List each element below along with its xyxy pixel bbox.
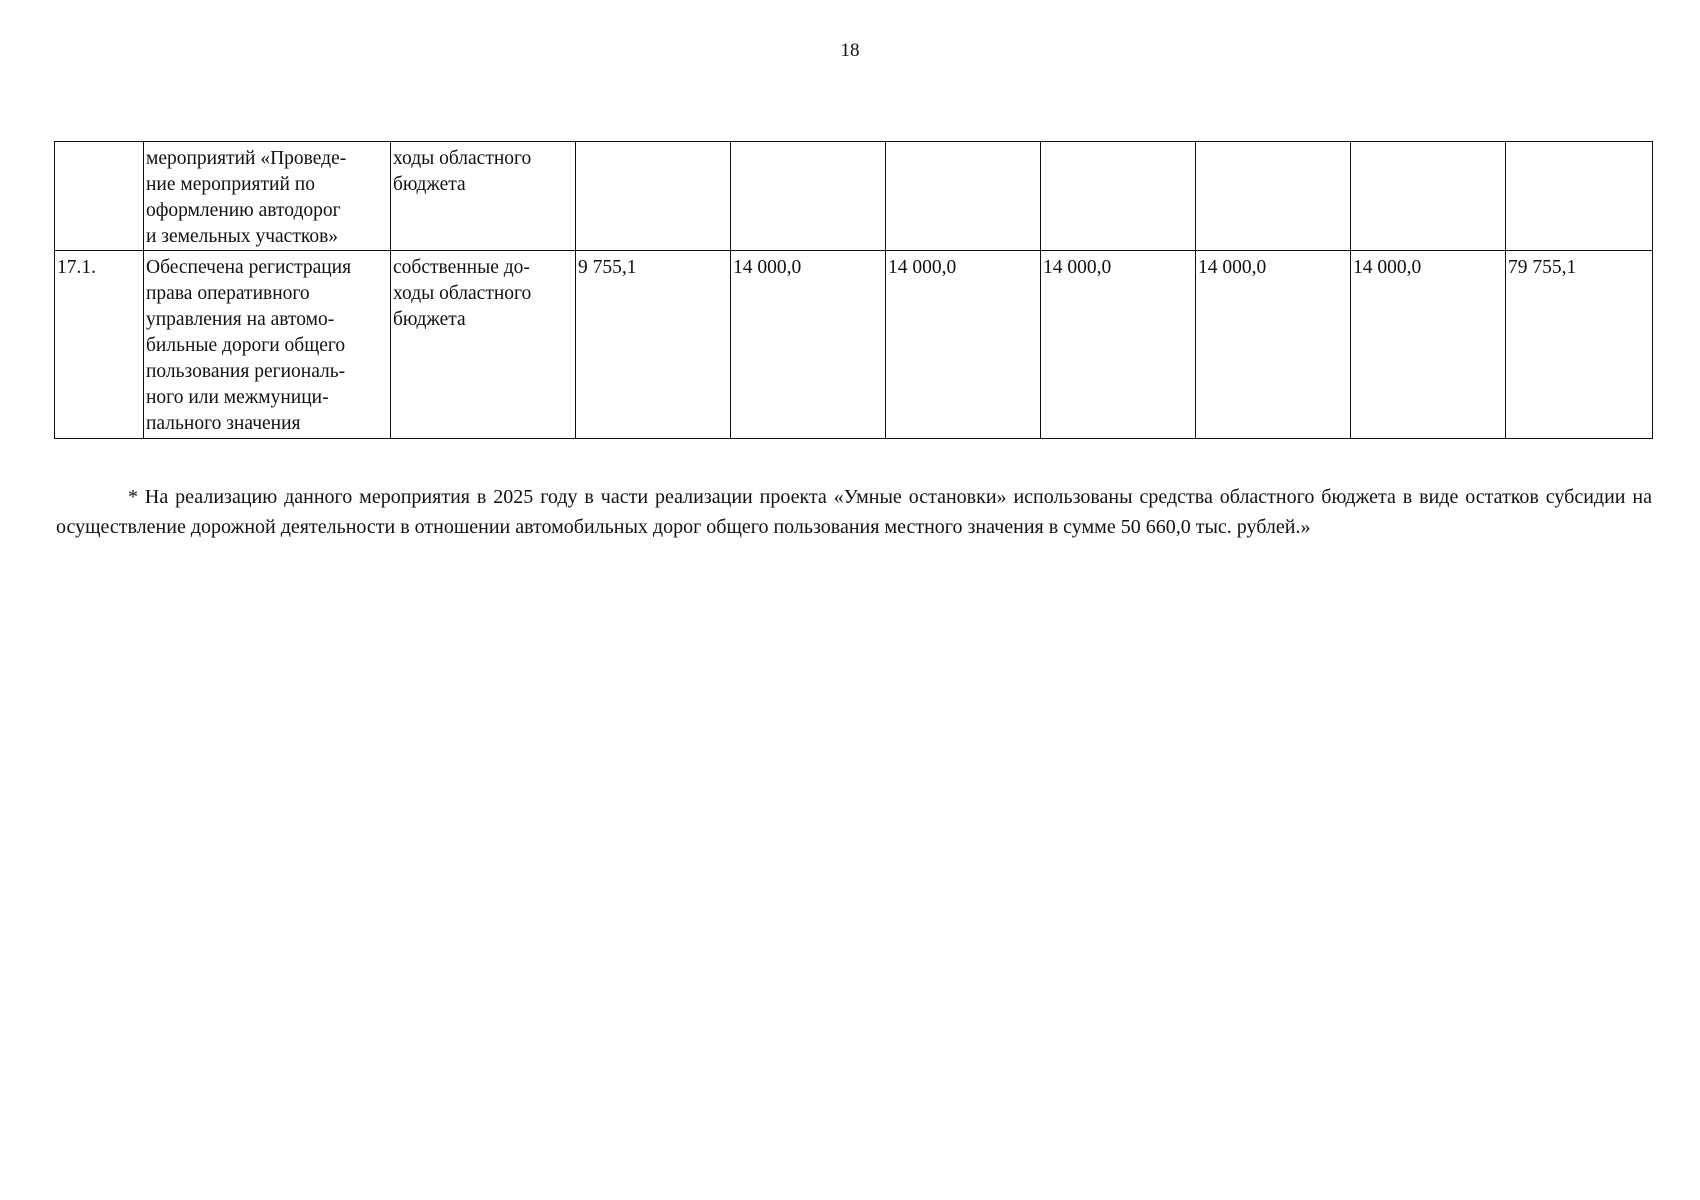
total-cell: 79 755,1 xyxy=(1506,251,1653,439)
value-cell: 9 755,1 xyxy=(576,251,731,439)
value-cell: 14 000,0 xyxy=(1196,251,1351,439)
table-row xyxy=(55,142,1653,251)
value-cell: 14 000,0 xyxy=(731,251,886,439)
value-cell xyxy=(1196,142,1351,251)
row-number-cell: 17.1. xyxy=(55,251,144,439)
budget-table xyxy=(54,141,1653,439)
value-cell: 14 000,0 xyxy=(1351,251,1506,439)
activity-description-cell: мероприятий «Проведе- ние мероприятий по оформлению автодорог и земельных участков» xyxy=(144,142,391,251)
value-cell xyxy=(576,142,731,251)
value-cell xyxy=(1351,142,1506,251)
total-cell xyxy=(1506,142,1653,251)
footnote: * На реализацию данного мероприятия в 2025 году в части реализации проекта «Умные остановки» использованы средства областного бюджета в виде остатков субсидии на осуществление дорожной деятельности в отношении автомобильных дорог общего пользования местного значения в сумме 50 660,0 тыс. рублей.» xyxy=(56,486,1652,538)
row-number-cell xyxy=(55,142,144,251)
funding-source-cell: собственные до- ходы областного бюджета xyxy=(391,251,576,439)
activity-description-cell: Обеспечена регистрация права оперативного управления на автомо- бильные дороги общего пользования региональ- ного или межмуници- пального значения xyxy=(144,251,391,439)
value-cell xyxy=(1041,142,1196,251)
page-number: 18 xyxy=(840,40,860,61)
funding-source-cell: ходы областного бюджета xyxy=(391,142,576,251)
value-cell: 14 000,0 xyxy=(1041,251,1196,439)
value-cell xyxy=(731,142,886,251)
table-row xyxy=(55,251,1653,439)
value-cell: 14 000,0 xyxy=(886,251,1041,439)
value-cell xyxy=(886,142,1041,251)
